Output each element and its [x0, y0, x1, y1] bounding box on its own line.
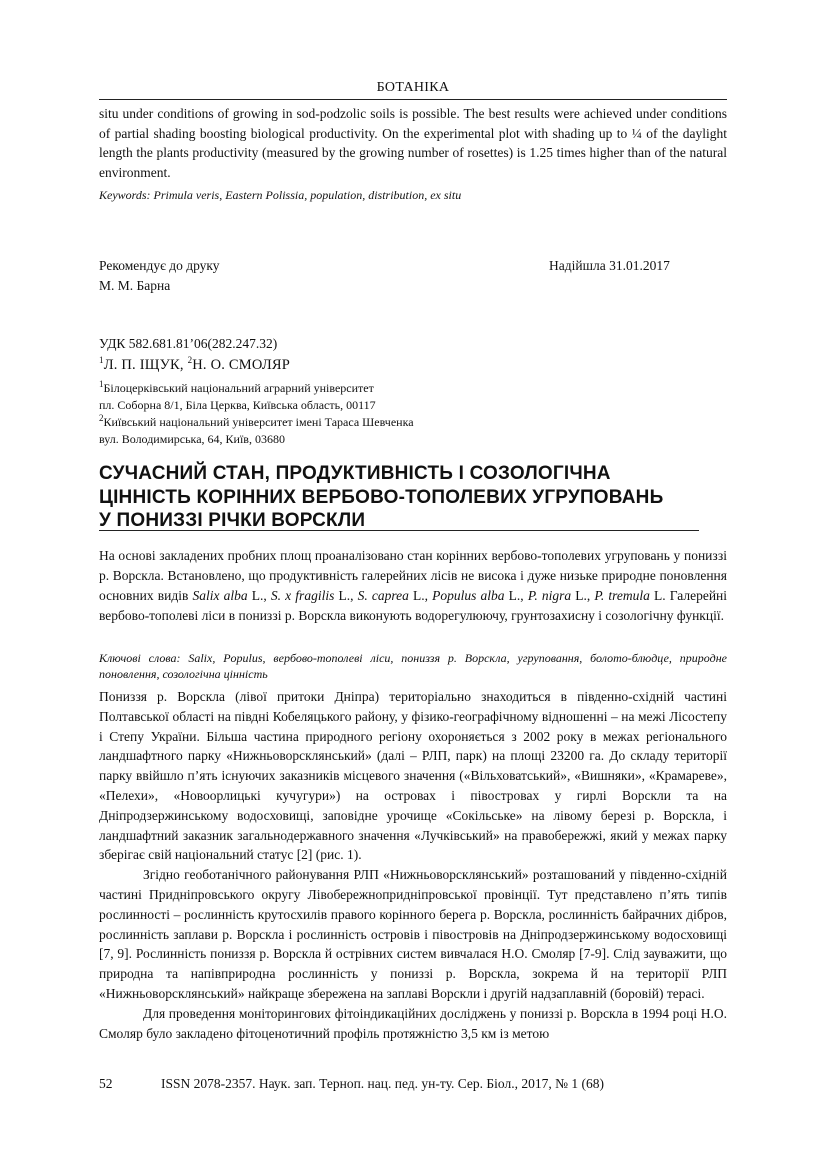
abstract-en-tail: situ under conditions of growing in sod-podzolic soils is possible. The best results were achieved under conditions of partial shading boosting biological productivity. On the experimental plot with shading up to ¼ of the daylight length the plants productivity (measured by the growing number of rosettes) is 1.25 times higher than of the natural environment. [99, 106, 727, 180]
recommender-name: М. М. Барна [99, 278, 171, 293]
affiliation-2-name: $^2$Київський національний університет імені Тараса Шевченка [99, 413, 414, 429]
affiliations [99, 380, 727, 448]
udc-code: УДК 582.681.81’06(282.247.32) [99, 336, 278, 351]
body-paragraph-2: Згідно геоботанічного районування РЛП «Нижньоворсклянський» розташований у південно-східній частині Придніпровського округу Лівобережнопридніпровської провінції. Тут представлено п’ять типів рослинності – рослинність крутосхилів правого корінного берега р. Ворскла, рослинність байрачних дібров, рослинність заплави р. Ворскла і рослинність островів і півостровів на Дніпродзержинському водосховищі [7, 9]. Рослинність пониззя р. Ворскла й острівних систем вивчалася Н.О. Смоляр [7-9]. Слід зауважити, що природна та напівприродна рослинність у пониззі р. Ворскла, зокрема й на території РЛП «Нижньоворсклянський» найкраще збережена на заплаві Ворскли і другій надзаплавній (боровій) терасі. [99, 867, 727, 1001]
recommend-label: Рекомендує до друку [99, 258, 220, 273]
body-paragraph-3: Для проведення моніторингових фітоіндикаційних досліджень у пониззі р. Ворскла в 1994 році Н.О. Смоляр було закладено фітоценотичний профіль протяжністю 3,5 км із метою [99, 1005, 727, 1041]
title-line-3: У ПОНИЗЗІ РІЧКИ ВОРСКЛИ [99, 510, 366, 531]
body-paragraph-1: Пониззя р. Ворскла (лівої притоки Дніпра) територіально знаходиться в південно-східній частині Полтавської області на півдні Кобеляцького району, у фізико-географічному відношенні – на межі Лісостепу і Степу України. Більша частина природного регіону охороняється з 2002 року в межах регіонального ландшафтного парку «Нижньоворсклянський» (далі – РЛП, парк) на площі 23200 га. До складу території парку ввійшло п’ять існуючих заказників місцевого значення («Вільховатський», «Вишняки», «Крамареве», «Пелехи», «Новоорлицькі кучугури») на островах і півостровах у гирлі Ворскли та на Дніпродзержинському водосховищі, заповідне урочище «Сокільське» на лівому березі р. Ворскла, і ландшафтний заказник загальнодержавного значення «Лучківський» на правобережжі, який у межах парку зберігає свій національний статус [2] (рис. 1). [99, 689, 727, 863]
author-2: Н. О. СМОЛЯР [192, 357, 290, 373]
author-2-sup: 2 [187, 355, 193, 366]
body-text [99, 687, 727, 1043]
received-date: Надійшла 31.01.2017 [549, 258, 670, 273]
authors [99, 357, 290, 374]
species-salix-fragilis: S. x fragilis [270, 588, 335, 603]
author-1: Л. П. ІЩУК, [103, 357, 188, 373]
header-rule [99, 99, 727, 100]
species-salix-alba: Salix alba [192, 588, 248, 603]
title-line-2: ЦІННІСТЬ КОРІННИХ ВЕРБОВО-ТОПОЛЕВИХ УГРУПОВАНЬ [99, 486, 664, 508]
affiliation-2-address: вул. Володимирська, 64, Київ, 03680 [99, 432, 285, 446]
article-title [99, 462, 699, 533]
species-populus-nigra: P. nigra [527, 588, 572, 603]
author-1-sup: 1 [99, 355, 104, 366]
keywords-ua: Ключові слова: Salix, Populus, вербово-тополеві ліси, пониззя р. Ворскла, угруповання, болото-блюдце, природне поновлення, созологічна цінність [99, 651, 727, 681]
species-salix-caprea: S. caprea [357, 588, 409, 603]
page-number: 52 [99, 1076, 113, 1091]
title-line-1: СУЧАСНИЙ СТАН, ПРОДУКТИВНІСТЬ І СОЗОЛОГІЧНА [99, 463, 611, 484]
affiliation-1-address: пл. Соборна 8/1, Біла Церква, Київська область, 00117 [99, 398, 376, 412]
species-populus-tremula: P. tremula [594, 588, 650, 603]
keywords-en: Keywords: Primula veris, Eastern Polissia, population, distribution, ex situ [99, 188, 462, 202]
running-head: БОТАНІКА [376, 80, 450, 95]
abstract-ua: На основі закладених пробних площ проаналізовано стан корінних вербово-тополевих угруповань у пониззі р. Ворскла. Встановлено, що продуктивність галерейних лісів не висока і дуже низьке природне поновлення основних видів Salix alba L., S. x fragilis L., S. caprea L., Populus alba L., P. nigra L., P. tremula L. Галерейні вербово-тополеві ліси в пониззі р. Ворскла виконують водорегулюючу, грунтозахисну і созологічну функції. [99, 548, 728, 623]
title-rule [99, 530, 699, 531]
affiliation-1-name: $^1$Білоцерківський національний аграрний університет [99, 379, 374, 395]
species-populus-alba: Populus alba [432, 588, 505, 603]
journal-citation: ISSN 2078-2357. Наук. зап. Терноп. нац. пед. ун-ту. Сер. Біол., 2017, № 1 (68) [161, 1076, 604, 1091]
